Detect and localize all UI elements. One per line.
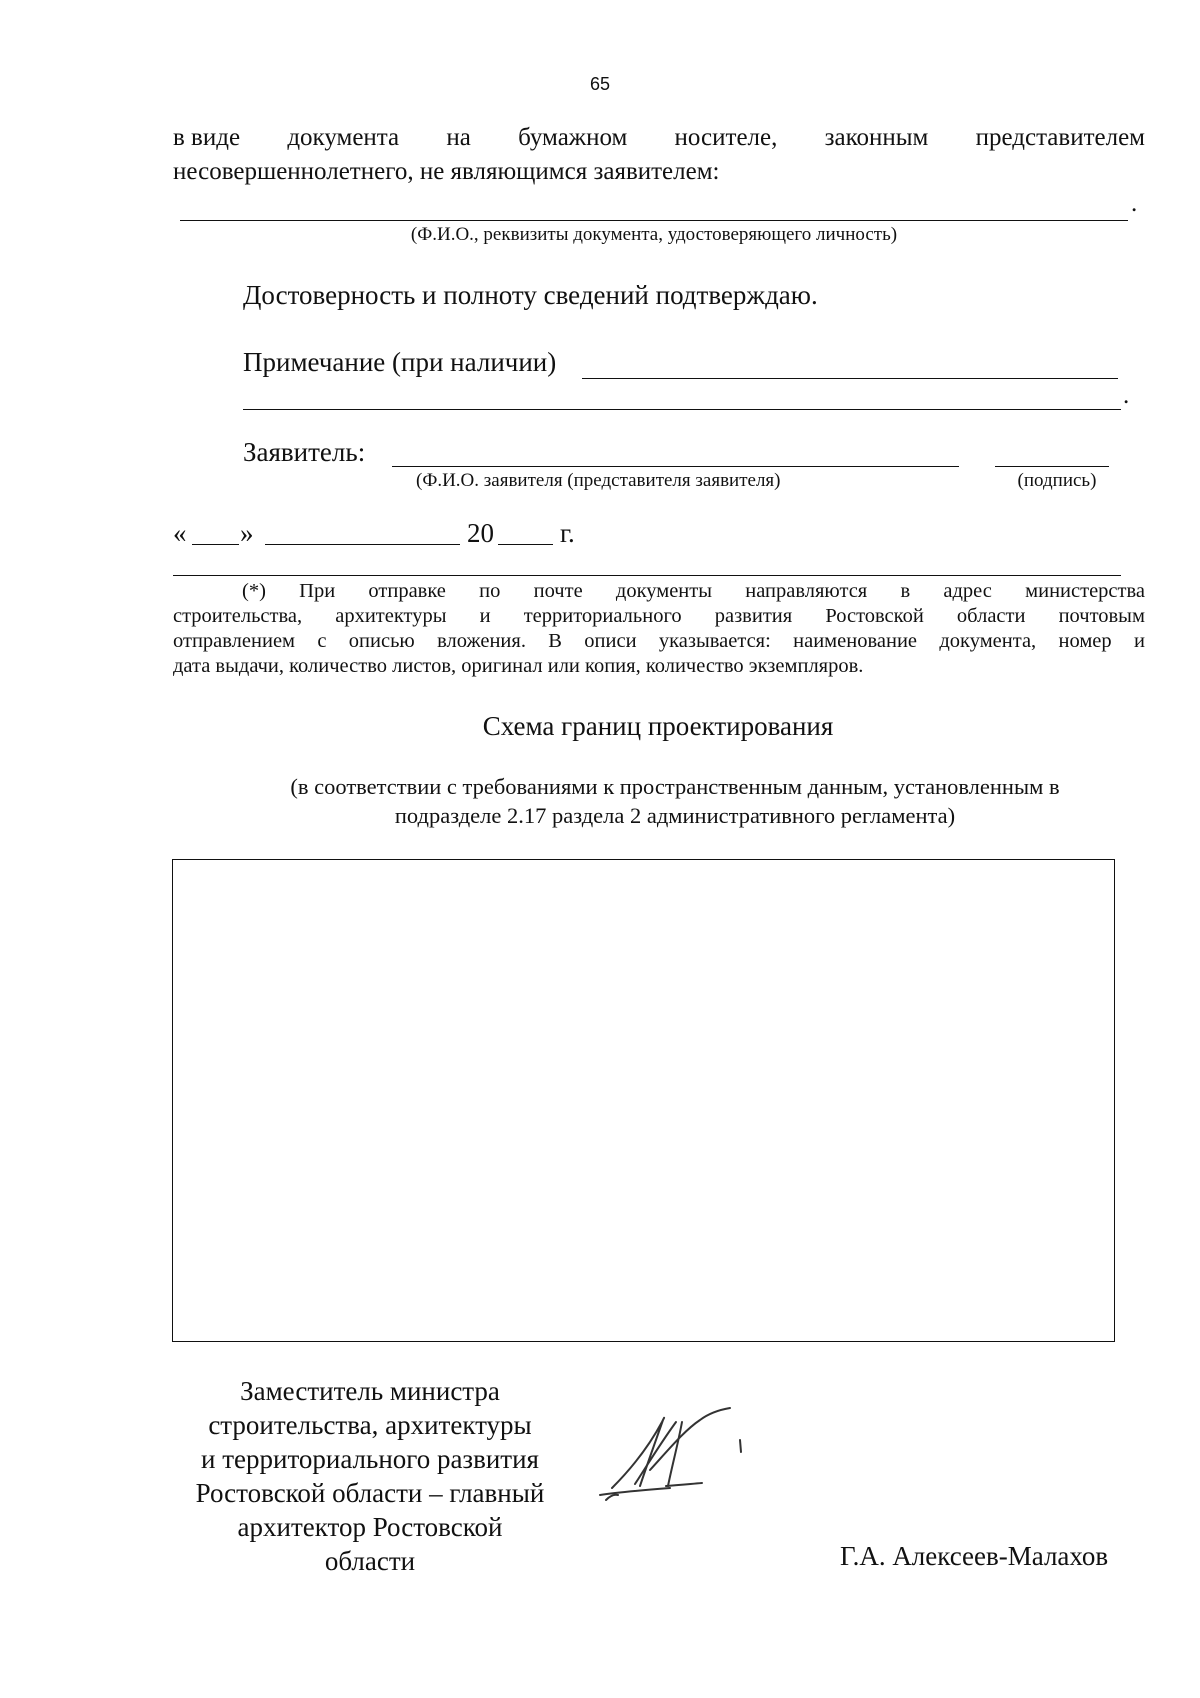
word: При — [299, 580, 336, 602]
confirmation-text: Достоверность и полноту сведений подтверждаю. — [243, 280, 818, 310]
signatory-position-line: и территориального развития — [201, 1444, 539, 1474]
schema-subtitle-line-1: (в соответствии с требованиями к пространственным данным, установленным в — [290, 774, 1060, 799]
signatory-position-line: Заместитель министра — [240, 1376, 500, 1406]
word: документа, — [939, 630, 1037, 652]
word: почтовым — [1058, 605, 1145, 627]
word: документа — [287, 124, 400, 151]
word: адрес — [943, 580, 992, 602]
date-close-quote: » — [240, 518, 254, 548]
word: представителем — [975, 124, 1145, 151]
line-end-period: . — [1131, 190, 1138, 217]
word: номер — [1058, 630, 1112, 652]
word: территориального — [523, 605, 682, 627]
word: министерства — [1025, 580, 1145, 602]
word: документы — [615, 580, 713, 602]
schema-subtitle-line-2: подразделе 2.17 раздела 2 административного регламента) — [394, 803, 956, 828]
word: описи — [584, 630, 637, 652]
word: законным — [824, 124, 929, 151]
intro-line-1 — [173, 124, 1145, 152]
page-number: 65 — [589, 74, 611, 94]
applicant-name-field[interactable] — [392, 442, 959, 467]
date-year-suffix: г. — [560, 518, 575, 548]
handwritten-signature — [590, 1400, 760, 1505]
representative-details-caption: (Ф.И.О., реквизиты документа, удостоверяющего личность) — [410, 224, 898, 245]
word: на — [446, 124, 471, 151]
footnote-line-3 — [173, 630, 1145, 653]
note-label: Примечание (при наличии) — [243, 347, 557, 377]
word: развития — [714, 605, 793, 627]
footnote-line-1 — [242, 580, 1145, 603]
word: (*) — [242, 580, 266, 602]
word: направляются — [745, 580, 868, 602]
word: наименование — [793, 630, 918, 652]
date-day-field[interactable] — [192, 520, 239, 545]
word: в — [900, 580, 911, 602]
signatory-position-line: архитектор Ростовской — [237, 1512, 503, 1542]
footnote-line-4: дата выдачи, количество листов, оригинал или копия, количество экземпляров. — [173, 655, 864, 677]
word: отправлением — [173, 630, 296, 652]
date-month-field[interactable] — [265, 520, 460, 545]
word: в виде — [173, 124, 241, 151]
footnote-separator — [173, 575, 1121, 576]
schema-boundaries-box — [172, 859, 1115, 1342]
word: В — [548, 630, 562, 652]
representative-details-field[interactable] — [180, 196, 1128, 221]
signatory-position — [180, 1374, 560, 1578]
word: носителе, — [674, 124, 778, 151]
word: вложения. — [437, 630, 526, 652]
word: строительства, — [173, 605, 303, 627]
signatory-name: Г.А. Алексеев-Малахов — [840, 1541, 1109, 1571]
word: архитектуры — [335, 605, 447, 627]
word: указывается: — [658, 630, 771, 652]
word: области — [956, 605, 1026, 627]
word: Ростовской — [825, 605, 924, 627]
intro-line-2: несовершеннолетнего, не являющимся заявителем: — [173, 158, 720, 185]
word: бумажном — [518, 124, 628, 151]
date-year-field[interactable] — [498, 520, 553, 545]
word: почте — [533, 580, 583, 602]
footnote-line-2 — [173, 605, 1145, 628]
schema-title: Схема границ проектирования — [482, 711, 834, 741]
date-year-prefix: 20 — [467, 518, 494, 548]
line-end-period: . — [1123, 382, 1130, 409]
applicant-label: Заявитель: — [243, 437, 366, 467]
note-field-line-1[interactable] — [582, 354, 1118, 379]
signatory-position-line: области — [324, 1546, 416, 1576]
applicant-name-caption: (Ф.И.О. заявителя (представителя заявителя) — [416, 470, 781, 491]
signatory-position-line: строительства, архитектуры — [208, 1410, 532, 1440]
applicant-signature-caption: (подпись) — [1017, 470, 1097, 491]
note-field-line-2[interactable] — [243, 385, 1121, 410]
signatory-position-line: Ростовской области – главный — [195, 1478, 545, 1508]
applicant-signature-field[interactable] — [995, 442, 1109, 467]
word: с — [317, 630, 327, 652]
word: и — [1133, 630, 1145, 652]
date-open-quote: « — [173, 518, 187, 548]
word: по — [479, 580, 501, 602]
word: отправке — [368, 580, 446, 602]
word: и — [479, 605, 491, 627]
word: описью — [348, 630, 415, 652]
